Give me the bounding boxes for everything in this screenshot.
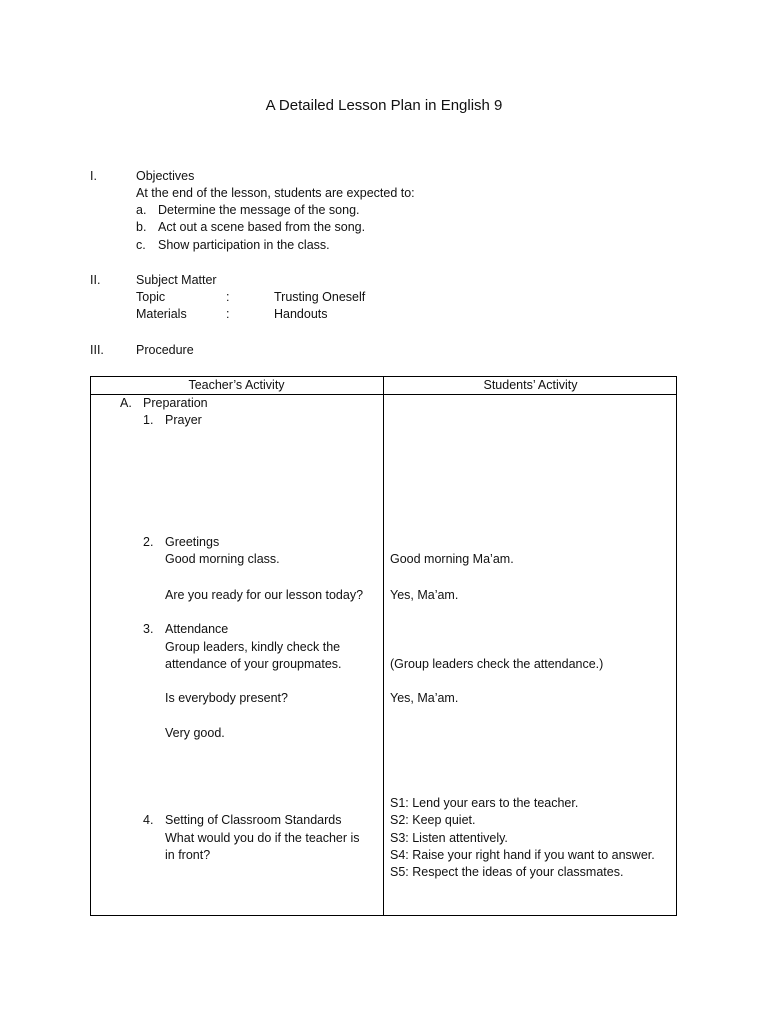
- student-attendance-action: (Group leaders check the attendance.): [390, 657, 604, 671]
- materials-separator: :: [226, 307, 230, 321]
- standard-answer-s2: S2: Keep quiet.: [390, 813, 476, 827]
- objective-a-letter: a.: [136, 203, 147, 217]
- prayer-number: 1.: [143, 413, 154, 427]
- standard-answer-s3: S3: Listen attentively.: [390, 831, 508, 845]
- topic-separator: :: [226, 290, 230, 304]
- student-greeting: Good morning Ma’am.: [390, 552, 514, 566]
- preparation-letter: A.: [120, 396, 132, 410]
- teacher-attendance-line1: Group leaders, kindly check the: [165, 640, 341, 654]
- materials-label: Materials: [136, 307, 187, 321]
- objectives-numeral: I.: [90, 169, 97, 183]
- preparation-label: Preparation: [143, 396, 208, 410]
- table-column-divider: [383, 376, 384, 916]
- student-ready-answer: Yes, Ma’am.: [390, 588, 459, 602]
- teacher-present-question: Is everybody present?: [165, 691, 288, 705]
- materials-value: Handouts: [274, 307, 328, 321]
- page-title: A Detailed Lesson Plan in English 9: [265, 97, 503, 114]
- standards-number: 4.: [143, 813, 154, 827]
- attendance-number: 3.: [143, 622, 154, 636]
- prayer-label: Prayer: [165, 413, 202, 427]
- objective-c-text: Show participation in the class.: [158, 238, 330, 252]
- procedure-heading: Procedure: [136, 343, 194, 357]
- standards-question-line1: What would you do if the teacher is: [165, 831, 360, 845]
- standards-label: Setting of Classroom Standards: [165, 813, 342, 827]
- teacher-greeting: Good morning class.: [165, 552, 280, 566]
- teacher-very-good: Very good.: [165, 726, 225, 740]
- procedure-numeral: III.: [90, 343, 104, 357]
- topic-value: Trusting Oneself: [274, 290, 366, 304]
- attendance-label: Attendance: [165, 622, 229, 636]
- objectives-intro: At the end of the lesson, students are expected to:: [136, 186, 415, 200]
- greetings-number: 2.: [143, 535, 154, 549]
- teacher-activity-header: Teacher’s Activity: [188, 378, 285, 392]
- subject-matter-numeral: II.: [90, 273, 101, 287]
- topic-label: Topic: [136, 290, 166, 304]
- subject-matter-heading: Subject Matter: [136, 273, 217, 287]
- objectives-heading: Objectives: [136, 169, 195, 183]
- teacher-ready-question: Are you ready for our lesson today?: [165, 588, 364, 602]
- standard-answer-s1: S1: Lend your ears to the teacher.: [390, 796, 579, 810]
- teacher-attendance-line2: attendance of your groupmates.: [165, 657, 342, 671]
- objective-b-text: Act out a scene based from the song.: [158, 220, 366, 234]
- student-present-answer: Yes, Ma’am.: [390, 691, 459, 705]
- greetings-label: Greetings: [165, 535, 220, 549]
- standards-question-line2: in front?: [165, 848, 211, 862]
- objective-c-letter: c.: [136, 238, 146, 252]
- standard-answer-s4: S4: Raise your right hand if you want to answer.: [390, 848, 655, 862]
- objective-a-text: Determine the message of the song.: [158, 203, 360, 217]
- standard-answer-s5: S5: Respect the ideas of your classmates.: [390, 865, 624, 879]
- students-activity-header: Students’ Activity: [483, 378, 578, 392]
- objective-b-letter: b.: [136, 220, 147, 234]
